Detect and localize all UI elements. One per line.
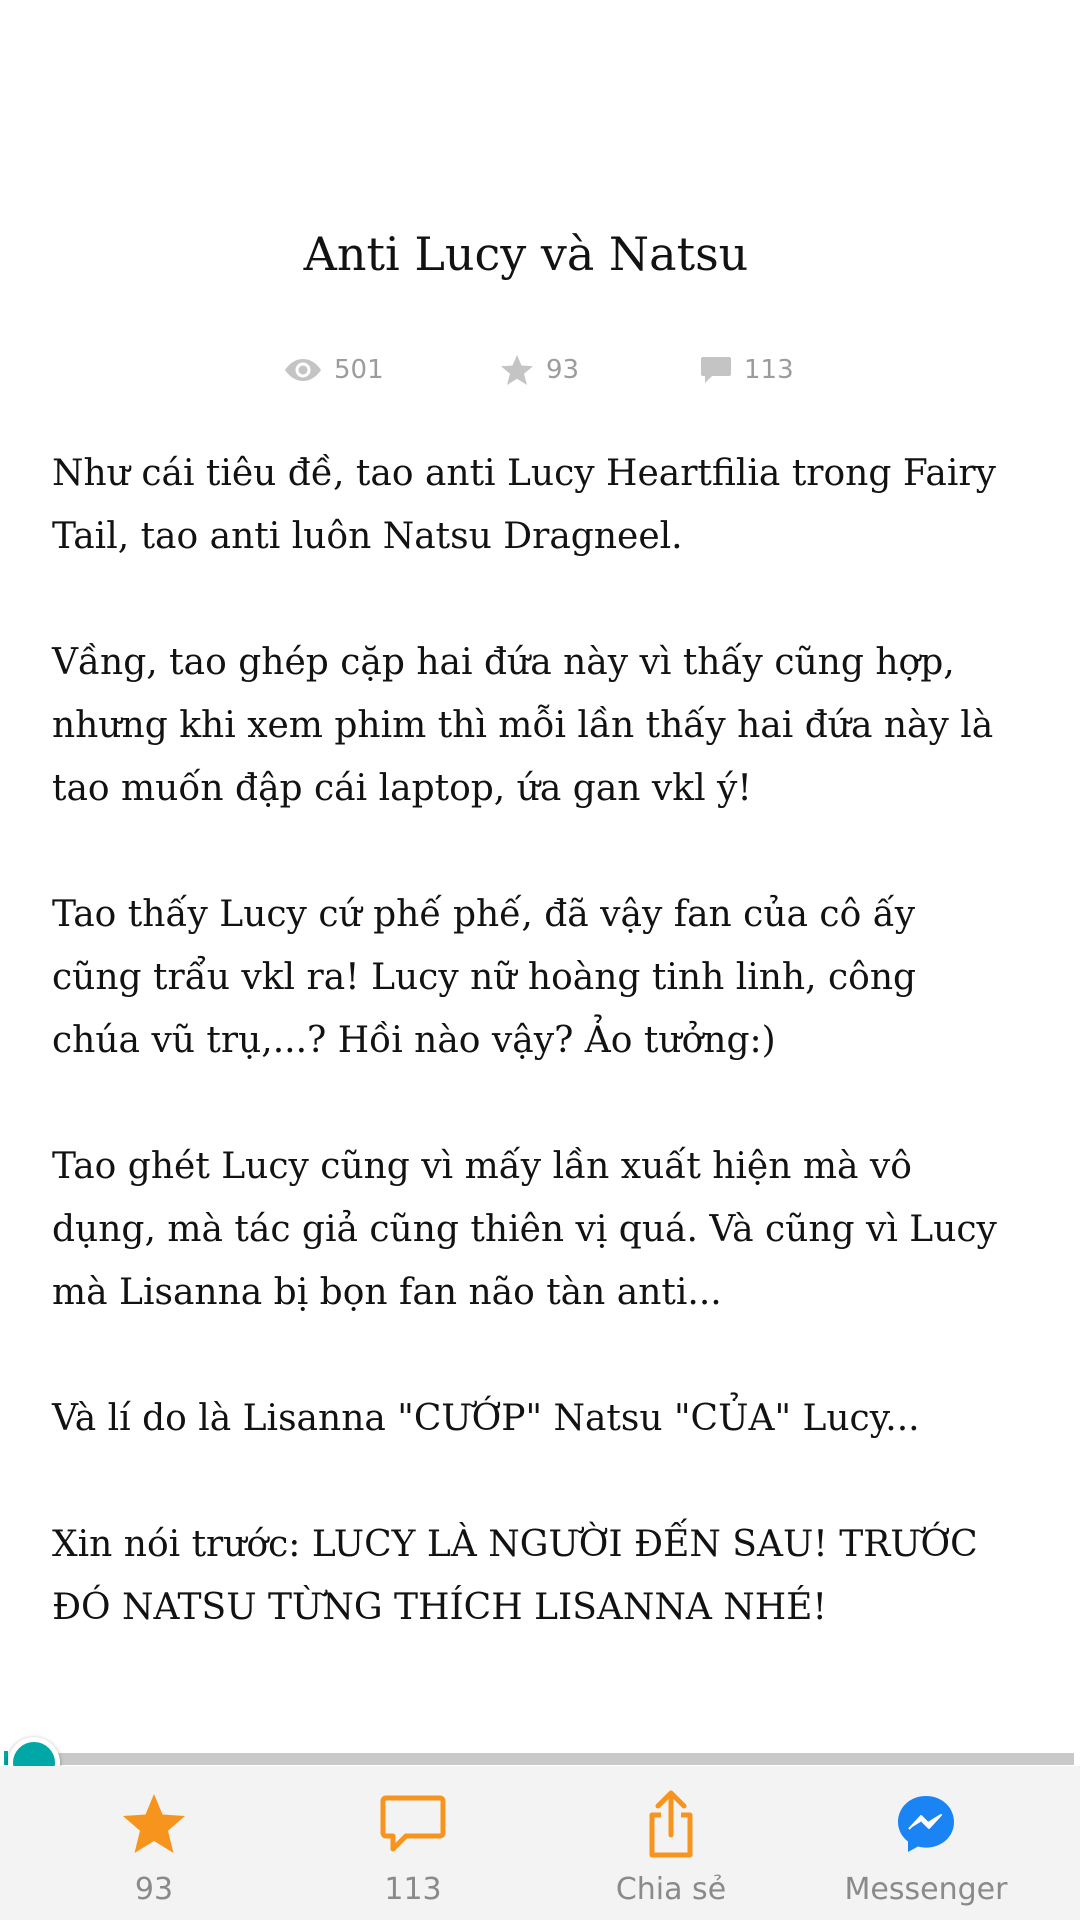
star-icon <box>500 354 534 386</box>
comments-count: 113 <box>744 355 794 385</box>
messenger-label: Messenger <box>844 1872 1008 1907</box>
comments-stat <box>700 350 794 390</box>
story-paragraph: Vầng, tao ghép cặp hai đứa này vì thấy cũng hợp, nhưng khi xem phim thì mỗi lần thấy hai đứa này là tao muốn đập cái laptop, ứa gan vkl ý! <box>52 642 994 809</box>
story-paragraph: Tao ghét Lucy cũng vì mấy lần xuất hiện mà vô dụng, mà tác giả cũng thiên vị quá. Và cũng vì Lucy mà Lisanna bị bọn fan não tàn anti... <box>52 1146 997 1313</box>
share-button[interactable] <box>561 1786 781 1916</box>
eye-icon <box>284 357 322 383</box>
share-icon <box>646 1789 696 1859</box>
views-stat <box>284 350 384 390</box>
story-stats <box>0 350 1080 390</box>
share-label: Chia sẻ <box>615 1872 727 1907</box>
story-paragraph: Xin nói trước: LUCY LÀ NGƯỜI ĐẾN SAU! TRƯỚC ĐÓ NATSU TỪNG THÍCH LISANNA NHÉ! <box>52 1524 978 1628</box>
star-icon <box>121 1792 187 1856</box>
story-body <box>52 442 1012 1639</box>
bottom-action-bar <box>0 1766 1080 1920</box>
vote-count: 93 <box>134 1872 174 1907</box>
views-count: 501 <box>334 355 384 385</box>
votes-count: 93 <box>546 355 580 385</box>
vote-button[interactable] <box>44 1786 264 1916</box>
comment-button[interactable] <box>303 1786 523 1916</box>
story-title: Anti Lucy và Natsu <box>303 227 749 281</box>
messenger-button[interactable] <box>816 1786 1036 1916</box>
messenger-icon <box>895 1793 957 1855</box>
comment-count: 113 <box>384 1872 442 1907</box>
story-paragraph: Tao thấy Lucy cứ phế phế, đã vậy fan của cô ấy cũng trẩu vkl ra! Lucy nữ hoàng tinh linh, công chúa vũ trụ,...? Hồi nào vậy? Ảo tưởng:) <box>52 894 917 1061</box>
comment-bubble-icon <box>380 1794 446 1854</box>
reading-progress-track[interactable] <box>24 1753 1074 1765</box>
story-paragraph: Như cái tiêu đề, tao anti Lucy Heartfilia trong Fairy Tail, tao anti luôn Natsu Dragneel. <box>52 453 996 557</box>
comment-bubble-icon <box>700 355 732 385</box>
votes-stat <box>500 350 579 390</box>
story-paragraph: Và lí do là Lisanna "CƯỚP" Natsu "CỦA" Lucy... <box>52 1398 920 1439</box>
